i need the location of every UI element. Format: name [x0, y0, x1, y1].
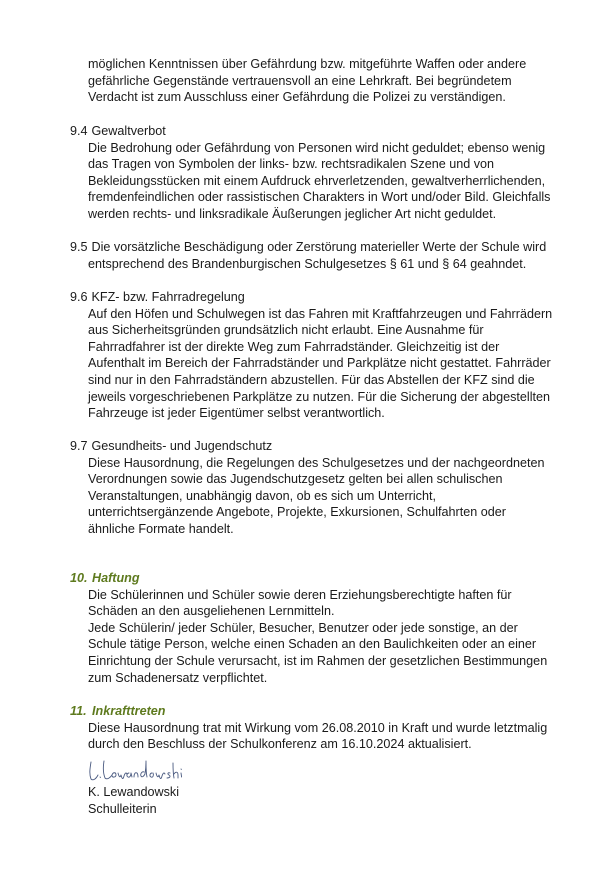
section-number: 9.5: [70, 240, 88, 254]
section-title: Die vorsätzliche Beschädigung oder Zerstörung materieller Werte der Schule wird: [91, 240, 547, 254]
section-10-paragraph: Die Schülerinnen und Schüler sowie deren Erziehungsberechtigte haften für Schäden an den ausgeliehenen Lernmitteln. Jede Schülerin/ jeder Schüler, Besucher, Benutzer oder jede sonstige, an der Schule tätige Person, welche einen Schaden an den Baulichkeiten oder an einer Einrichtung der Schule verursacht, ist im Rahmen der gesetzlichen Bestimmungen zum Schadenersatz verpflichtet.: [88, 587, 548, 685]
section-9-4-paragraph: Die Bedrohung oder Gefährdung von Personen wird nicht geduldet; ebenso wenig das Tragen von Symbolen der links- bzw. rechtsradikalen Szene und von Bekleidungsstücken mit einem Aufdruck ehrverletzenden, gewaltverherrlichenden, fremdenfeindlichen oder rassistischen Charakters in Wort und/oder Bild. Gleichfalls werden rechts- und linksradikale Äußerungen jeglicher Art nicht geduldet.: [88, 140, 551, 221]
section-number: 9.7: [70, 439, 88, 453]
intro-paragraph: möglichen Kenntnissen über Gefährdung bzw. mitgeführte Waffen oder andere gefährliche Gegenstände vertrauensvoll an eine Lehrkraft. Bei begründetem Verdacht ist zum Ausschluss einer Gefährdung die Polizei zu verständigen.: [88, 57, 527, 105]
section-number: 11.: [70, 704, 87, 718]
section-9-5: [70, 239, 555, 272]
section-9-5-heading: [70, 239, 555, 256]
section-9-6-heading: [70, 289, 555, 306]
section-number: 10.: [70, 571, 88, 585]
section-title: KFZ- bzw. Fahrradregelung: [91, 290, 245, 304]
section-title: Haftung: [92, 571, 140, 585]
section-10: [70, 570, 555, 686]
section-10-heading: [70, 570, 555, 587]
section-9-4: [70, 123, 555, 223]
section-9-6-paragraph: Auf den Höfen und Schulwegen ist das Fahren mit Kraftfahrzeugen und Fahrrädern aus Sicherheitsgründen grundsätzlich nicht erlaubt. Eine Ausnahme für Fahrradfahrer ist der direkte Weg zum Fahrradständer. Gleichzeitig ist der Aufenthalt im Bereich der Fahrradständer und Parkplätze nicht gestattet. Fahrräder sind nur in den Fahrradständern abzustellen. Für das Abstellen der KFZ sind die jeweils vorgeschriebenen Parkplätze zu nutzen. Für die Sicherung der abgestellten Fahrzeuge ist jeder Eigentümer selbst verantwortlich.: [88, 306, 553, 421]
section-9-7-heading: [70, 438, 555, 455]
section-number: 9.4: [70, 124, 88, 138]
section-9-7: [70, 438, 555, 538]
section-title: Gesundheits- und Jugendschutz: [91, 439, 273, 453]
signature-text: K. Lewandowski: [88, 758, 96, 759]
section-title: Inkrafttreten: [92, 704, 166, 718]
signature-block: [88, 784, 388, 817]
intro-block: [70, 56, 555, 106]
section-11-paragraph: Diese Hausordnung trat mit Wirkung vom 26.08.2010 in Kraft und wurde letztmalig durch den Beschluss der Schulkonferenz am 16.10.2024 aktualisiert.: [88, 720, 548, 752]
signer-name: K. Lewandowski: [88, 785, 180, 799]
section-9-5-paragraph: entsprechend des Brandenburgischen Schulgesetzes § 61 und § 64 geahndet.: [88, 256, 527, 271]
section-9-4-heading: [70, 123, 555, 140]
section-9-7-paragraph: Diese Hausordnung, die Regelungen des Schulgesetzes und der nachgeordneten Verordnungen sowie das Jugendschutzgesetz gelten bei allen schulischen Veranstaltungen, unabhängig davon, ob es sich um Unterricht, unterrichtsergänzende Angebote, Projekte, Exkursionen, Schulfahrten oder ähnliche Formate handelt.: [88, 455, 545, 536]
signer-role: Schulleiterin: [88, 801, 157, 816]
section-9-6: [70, 289, 555, 422]
section-11-heading: [70, 703, 555, 720]
section-title: Gewaltverbot: [91, 124, 166, 138]
section-11: [70, 703, 555, 753]
section-number: 9.6: [70, 290, 88, 304]
